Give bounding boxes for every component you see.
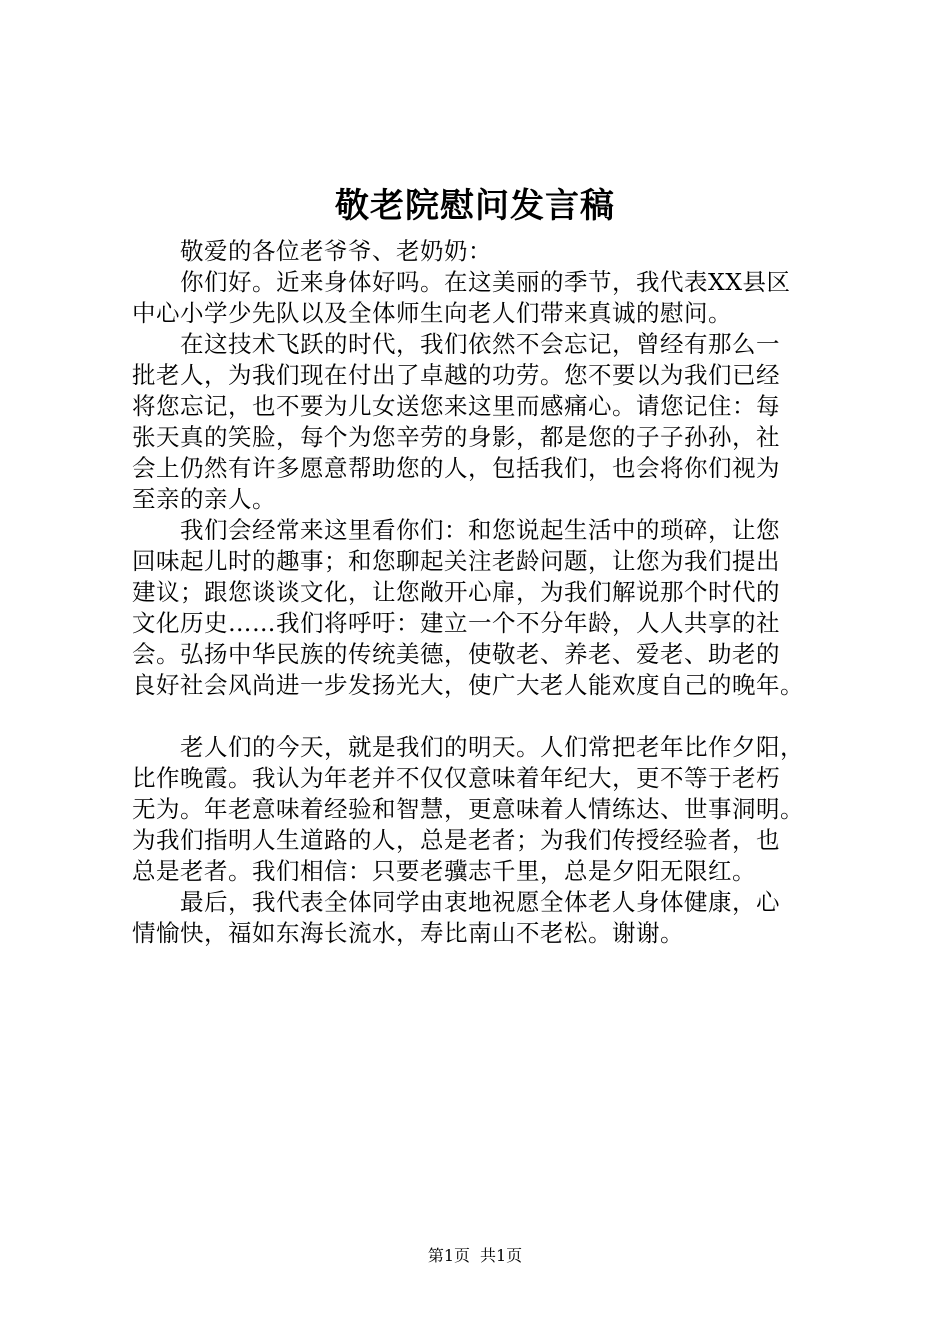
paragraph-4-line-4: 为我们指明人生道路的人，总是老者；为我们传授经验者，也 (132, 826, 780, 854)
paragraph-2-line-4: 张天真的笑脸，每个为您辛劳的身影，都是您的子子孙孙，社 (132, 423, 780, 451)
paragraph-2-line-3: 将您忘记，也不要为儿女送您来这里而感痛心。请您记住：每 (132, 392, 780, 420)
page-number-total: 共1页 (480, 1246, 523, 1265)
paragraph-3-line-2: 回味起儿时的趣事；和您聊起关注老龄问题，让您为我们提出 (132, 547, 780, 575)
paragraph-2-line-2: 批老人，为我们现在付出了卓越的功劳。您不要以为我们已经 (132, 361, 780, 389)
paragraph-4-line-2: 比作晚霞。我认为年老并不仅仅意味着年纪大，更不等于老朽 (132, 764, 780, 792)
paragraph-1-line-1: 你们好。近来身体好吗。在这美丽的季节，我代表XX县区 (180, 268, 791, 296)
paragraph-4-line-3: 无为。年老意味着经验和智慧，更意味着人情练达、世事洞明。 (132, 795, 804, 823)
paragraph-2-line-1: 在这技术飞跃的时代，我们依然不会忘记，曾经有那么一 (180, 330, 780, 358)
paragraph-3-line-6: 良好社会风尚进一步发扬光大，使广大老人能欢度自己的晚年。 (132, 671, 804, 699)
paragraph-3-line-1: 我们会经常来这里看你们：和您说起生活中的琐碎，让您 (180, 516, 780, 544)
paragraph-3-line-3: 建议；跟您谈谈文化，让您敞开心扉，为我们解说那个时代的 (132, 578, 780, 606)
paragraph-5-line-2: 情愉快，福如东海长流水，寿比南山不老松。谢谢。 (132, 919, 684, 947)
paragraph-spacer (132, 701, 847, 732)
salutation-line: 敬爱的各位老爷爷、老奶奶： (180, 237, 492, 265)
document-title: 敬老院慰问发言稿 (335, 186, 615, 226)
document-body (132, 236, 847, 949)
paragraph-4-line-1: 老人们的今天，就是我们的明天。人们常把老年比作夕阳， (180, 733, 804, 761)
page-footer (0, 1244, 950, 1268)
page-number-current: 第1页 (427, 1246, 470, 1265)
paragraph-3-line-5: 会。弘扬中华民族的传统美德，使敬老、养老、爱老、助老的 (132, 640, 780, 668)
paragraph-3-line-4: 文化历史……我们将呼吁：建立一个不分年龄，人人共享的社 (132, 609, 780, 637)
paragraph-5-line-1: 最后，我代表全体同学由衷地祝愿全体老人身体健康，心 (180, 888, 780, 916)
paragraph-2-line-6: 至亲的亲人。 (132, 485, 276, 513)
paragraph-2-line-5: 会上仍然有许多愿意帮助您的人，包括我们，也会将你们视为 (132, 454, 780, 482)
paragraph-4-line-5: 总是老者。我们相信：只要老骥志千里，总是夕阳无限红。 (132, 857, 756, 885)
paragraph-1-line-2: 中心小学少先队以及全体师生向老人们带来真诚的慰问。 (132, 299, 732, 327)
